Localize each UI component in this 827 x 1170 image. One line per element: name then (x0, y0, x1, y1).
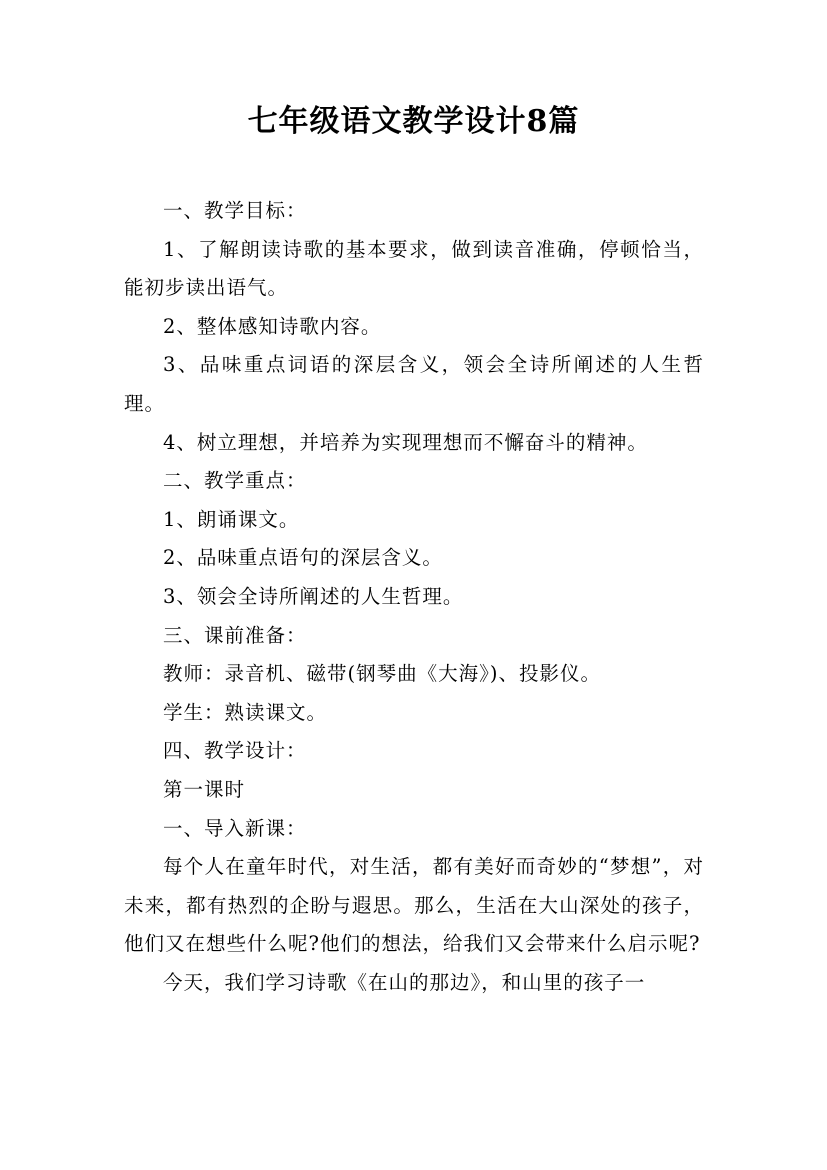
paragraph-objectives-heading: 一、教学目标： (163, 199, 307, 222)
paragraph-keypoint-3: 3、领会全诗所阐述的人生哲理。 (163, 584, 464, 608)
paragraph-keypoint-1: 1、朗诵课文。 (163, 507, 300, 531)
paragraph-keypoints-heading: 二、教学重点： (163, 469, 307, 493)
paragraph-today-text: 今天，我们学习诗歌《在山的那边》，和山里的孩子一 (163, 970, 646, 994)
paragraph-intro-text: 每个人在童年时代，对生活，都有美好而奇妙的“梦想”，对未来，都有热烈的企盼与遐思。那么，生活在大山深处的孩子，他们又在想些什么呢?他们的想法，给我们又会带来什么启示呢? (124, 855, 704, 956)
paragraph-keypoint-2: 2、品味重点语句的深层含义。 (163, 546, 443, 570)
paragraph-objective-3: 3、品味重点词语的深层含义，领会全诗所阐述的人生哲理。 (124, 353, 704, 415)
paragraph-preparation-teacher: 教师：录音机、磁带(钢琴曲《大海》)、投影仪。 (163, 662, 601, 686)
paragraph-objective-4: 4、树立理想，并培养为实现理想而不懈奋斗的精神。 (163, 430, 648, 454)
paragraph-design-heading: 四、教学设计： (163, 739, 307, 763)
paragraph-preparation-heading: 三、课前准备： (163, 623, 307, 647)
paragraph-objective-1: 1、了解朗读诗歌的基本要求，做到读音准确，停顿恰当，能初步读出语气。 (124, 237, 704, 300)
paragraph-intro-heading: 一、导入新课： (163, 816, 307, 840)
paragraph-first-lesson: 第一课时 (163, 777, 246, 801)
document-title: 七年级语文教学设计8篇 (247, 104, 580, 139)
document-body (124, 192, 704, 1002)
paragraph-objective-2: 2、整体感知诗歌内容。 (163, 314, 382, 338)
paragraph-preparation-student: 学生：熟读课文。 (163, 700, 328, 724)
